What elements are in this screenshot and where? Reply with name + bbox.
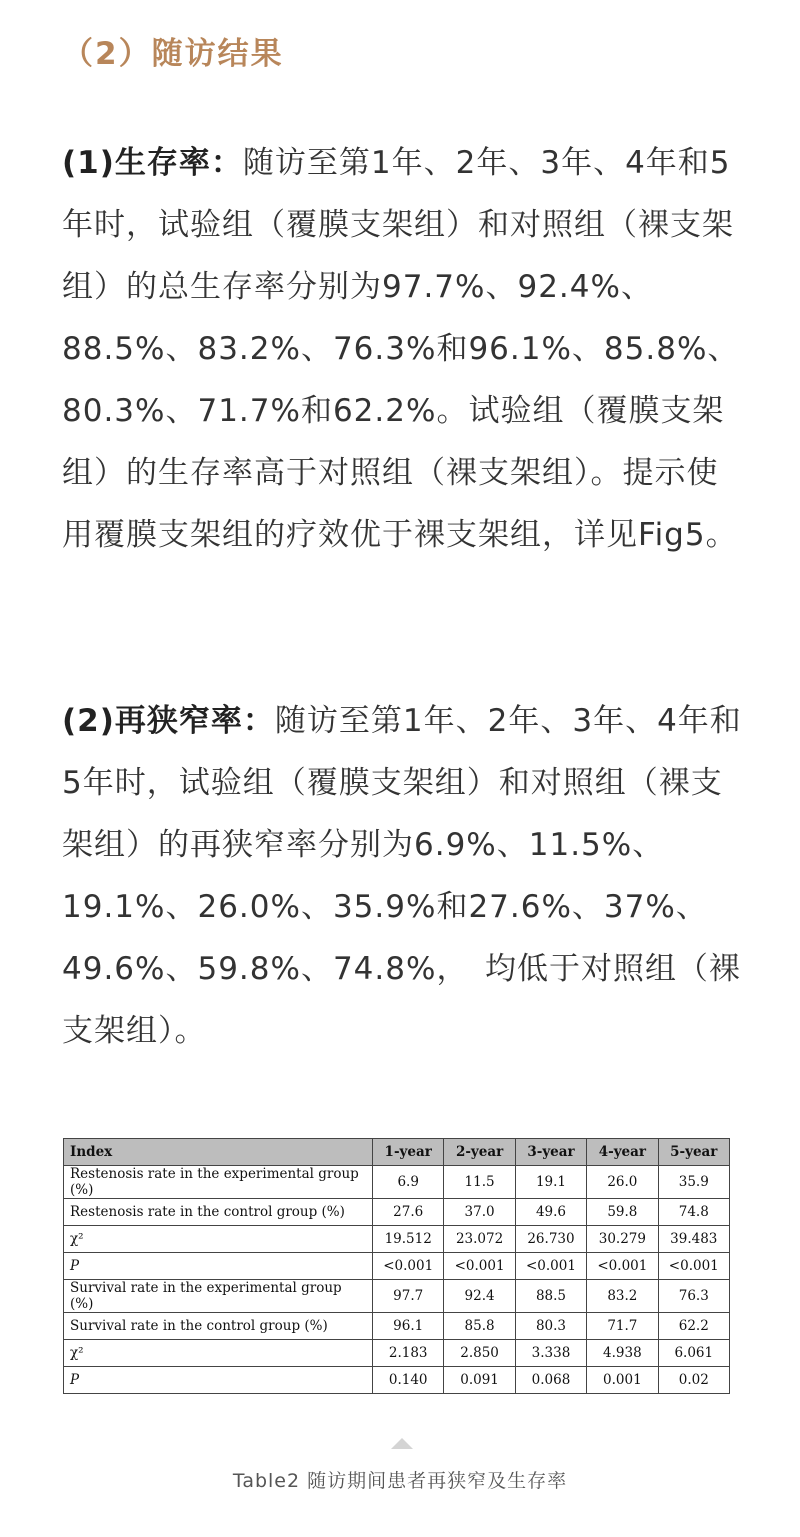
value-cell: 19.1 [515,1166,586,1199]
value-cell: 49.6 [515,1199,586,1226]
header-year-1: 1-year [373,1139,444,1166]
value-cell: <0.001 [444,1253,515,1280]
value-cell: 27.6 [373,1199,444,1226]
row-label-cell: P [64,1367,373,1394]
value-cell: 23.072 [444,1226,515,1253]
table-row [64,1253,730,1280]
table-row [64,1280,730,1313]
value-cell: 71.7 [587,1313,658,1340]
restenosis-lead: (2)再狭窄率： [62,703,275,739]
results-table [63,1138,730,1394]
table-row [64,1166,730,1199]
table-row [64,1199,730,1226]
value-cell: 19.512 [373,1226,444,1253]
value-cell: <0.001 [515,1253,586,1280]
row-label-cell: Restenosis rate in the experimental group (%) [64,1166,373,1199]
survival-paragraph [62,132,742,566]
value-cell: <0.001 [658,1253,729,1280]
header-year-3: 3-year [515,1139,586,1166]
row-label-cell: χ² [64,1340,373,1367]
value-cell: 2.183 [373,1340,444,1367]
value-cell: 37.0 [444,1199,515,1226]
header-year-4: 4-year [587,1139,658,1166]
restenosis-text: 随访至第1年、2年、3年、4年和5年时，试验组（覆膜支架组）和对照组（裸支架组）的再狭窄率分别为6.9%、11.5%、19.1%、26.0%、35.9%和27.6%、37%、49.6%、59.8%、74.8%， 均低于对照组（裸支架组）。 [62,703,742,1049]
survival-text: 随访至第1年、2年、3年、4年和5年时，试验组（覆膜支架组）和对照组（裸支架组）的总生存率分别为97.7%、92.4%、88.5%、83.2%、76.3%和96.1%、85.8%、80.3%、71.7%和62.2%。试验组（覆膜支架组）的生存率高于对照组（裸支架组）。提示使用覆膜支架组的疗效优于裸支架组，详见Fig5。 [62,145,740,553]
row-label-cell: Survival rate in the experimental group (%) [64,1280,373,1313]
value-cell: 92.4 [444,1280,515,1313]
row-label-cell: χ² [64,1226,373,1253]
value-cell: 62.2 [658,1313,729,1340]
value-cell: <0.001 [373,1253,444,1280]
value-cell: 85.8 [444,1313,515,1340]
value-cell: 0.068 [515,1367,586,1394]
results-table-container [63,1138,730,1394]
table-row [64,1313,730,1340]
table-row [64,1367,730,1394]
value-cell: 0.001 [587,1367,658,1394]
row-label-cell: Restenosis rate in the control group (%) [64,1199,373,1226]
value-cell: 26.0 [587,1166,658,1199]
header-year-5: 5-year [658,1139,729,1166]
restenosis-paragraph [62,690,742,1062]
value-cell: 3.338 [515,1340,586,1367]
value-cell: 0.140 [373,1367,444,1394]
row-label-cell: Survival rate in the control group (%) [64,1313,373,1340]
survival-lead: (1)生存率： [62,145,243,181]
value-cell: 80.3 [515,1313,586,1340]
value-cell: 6.061 [658,1340,729,1367]
value-cell: <0.001 [587,1253,658,1280]
value-cell: 2.850 [444,1340,515,1367]
value-cell: 74.8 [658,1199,729,1226]
value-cell: 39.483 [658,1226,729,1253]
table-row [64,1340,730,1367]
value-cell: 4.938 [587,1340,658,1367]
caret-up-icon [391,1438,413,1449]
row-label-cell: P [64,1253,373,1280]
value-cell: 35.9 [658,1166,729,1199]
value-cell: 30.279 [587,1226,658,1253]
value-cell: 76.3 [658,1280,729,1313]
value-cell: 11.5 [444,1166,515,1199]
value-cell: 6.9 [373,1166,444,1199]
value-cell: 0.02 [658,1367,729,1394]
section-heading: （2）随访结果 [62,36,284,72]
value-cell: 59.8 [587,1199,658,1226]
value-cell: 97.7 [373,1280,444,1313]
header-index: Index [64,1139,373,1166]
table-header-row [64,1139,730,1166]
table-caption: Table2 随访期间患者再狭窄及生存率 [232,1470,568,1492]
value-cell: 0.091 [444,1367,515,1394]
value-cell: 83.2 [587,1280,658,1313]
table-row [64,1226,730,1253]
value-cell: 26.730 [515,1226,586,1253]
value-cell: 96.1 [373,1313,444,1340]
value-cell: 88.5 [515,1280,586,1313]
header-year-2: 2-year [444,1139,515,1166]
table-body [64,1166,730,1394]
